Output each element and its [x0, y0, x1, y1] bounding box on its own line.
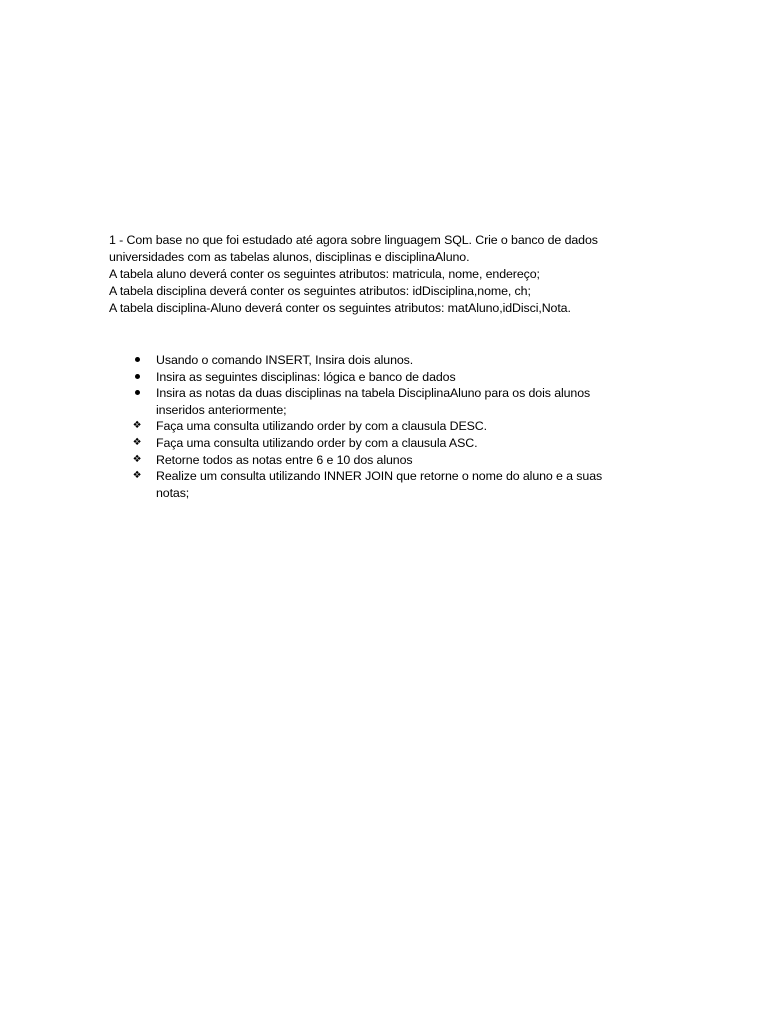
- bullet-dot-icon: [130, 352, 144, 369]
- list-item-text: Faça uma consulta utilizando order by com a clausula ASC.: [156, 435, 478, 450]
- list-item-text: Usando o comando INSERT, Insira dois alunos.: [156, 353, 414, 367]
- list-item-text: Realize um consulta utilizando INNER JOIN que retorne o nome do aluno e a suas notas;: [156, 469, 603, 500]
- list-item: [130, 385, 630, 418]
- bullet-dot-icon: [130, 369, 144, 386]
- list-item: [130, 435, 630, 452]
- task-list: [130, 352, 630, 501]
- list-item: [130, 369, 630, 386]
- bullet-diamond-icon: ❖: [132, 470, 142, 482]
- list-item-text: Retorne todos as notas entre 6 e 10 dos alunos: [156, 452, 413, 467]
- bullet-diamond-icon: ❖: [132, 453, 142, 465]
- bullet-diamond-icon: ❖: [132, 420, 142, 432]
- list-item-text: Insira as notas da duas disciplinas na tabela DisciplinaAluno para os dois alunos inseridos anteriormente;: [156, 386, 591, 417]
- list-item: [130, 452, 630, 469]
- list-item: [130, 418, 630, 435]
- bullet-diamond-icon: ❖: [132, 436, 142, 448]
- list-item-text: Insira as seguintes disciplinas: lógica e banco de dados: [156, 369, 456, 384]
- list-item-text: Faça uma consulta utilizando order by com a clausula DESC.: [156, 419, 487, 434]
- table-disciplina-description: A tabela disciplina deverá conter os seguintes atributos: idDisciplina,nome, ch;: [109, 284, 531, 298]
- exercise-statement: [109, 232, 649, 317]
- exercise-intro-paragraph: 1 - Com base no que foi estudado até agora sobre linguagem SQL. Crie o banco de dados universidades com as tabelas alunos, disciplinas e disciplinaAluno.: [109, 233, 598, 264]
- list-item: [130, 468, 630, 501]
- list-item: [130, 352, 630, 369]
- table-aluno-description: A tabela aluno deverá conter os seguintes atributos: matricula, nome, endereço;: [109, 267, 540, 281]
- table-disciplina-aluno-description: A tabela disciplina-Aluno deverá conter os seguintes atributos: matAluno,idDisci,Nota.: [109, 301, 571, 315]
- bullet-dot-icon: [130, 385, 144, 402]
